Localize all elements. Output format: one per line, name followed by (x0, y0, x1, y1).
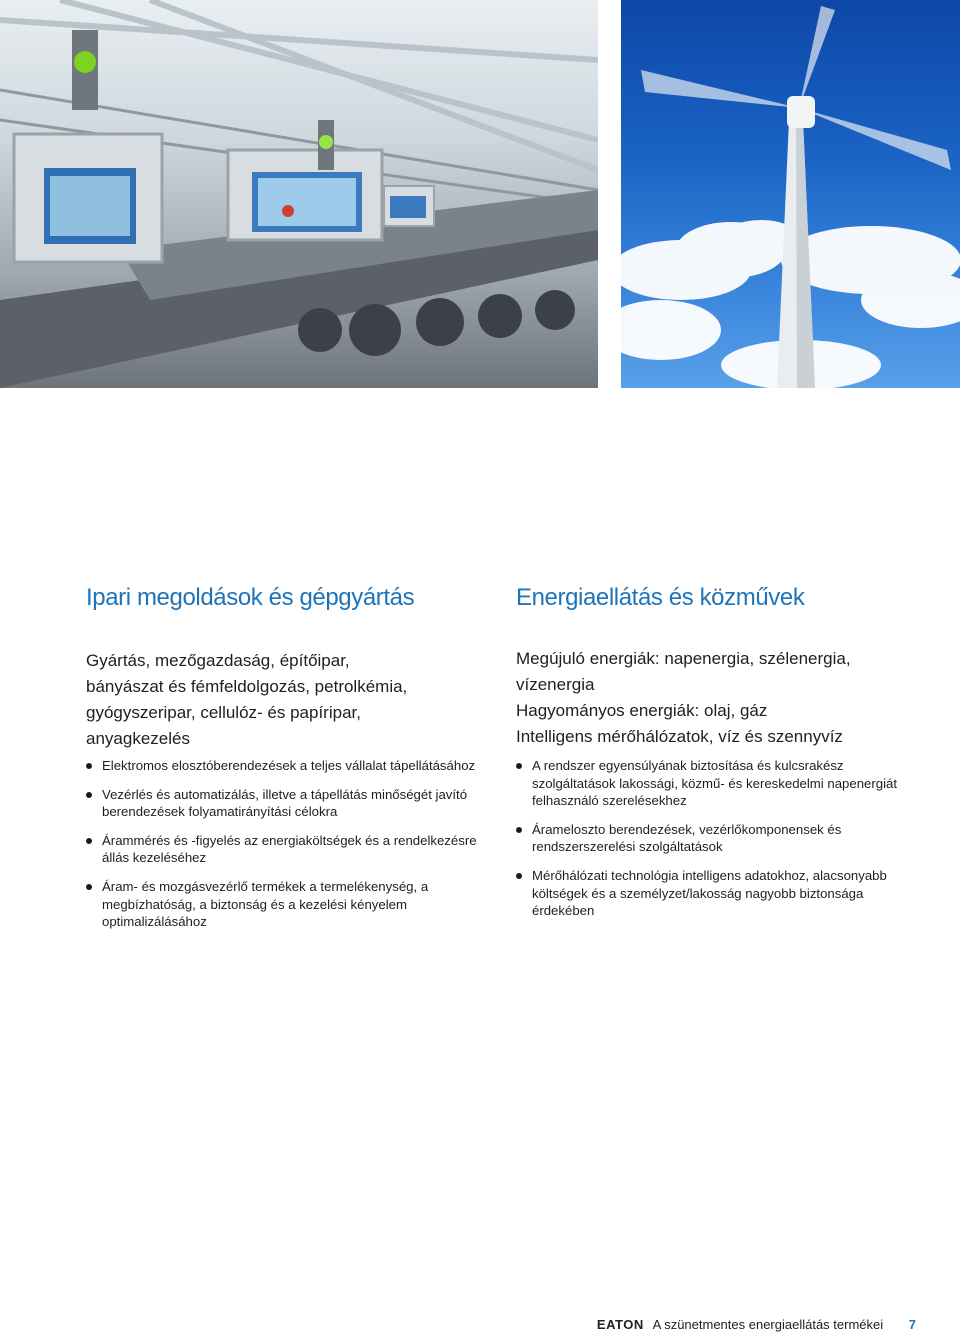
industrial-bullet-list (86, 757, 491, 942)
bullet-icon (86, 792, 92, 798)
list-item: Vezérlés és automatizálás, illetve a tápellátás minőségét javító berendezések folyamatirányítási célokra (86, 786, 491, 821)
list-item: Áram- és mozgásvezérlő termékek a termelékenység, a megbízhatóság, a biztonság és a kezelési kényelem optimalizálásához (86, 878, 491, 931)
page-footer (597, 1317, 916, 1332)
brand-logo-text: EATON (596, 1317, 644, 1332)
industrial-intro (86, 648, 486, 752)
section-title-energy: Energiaellátás és közművek (516, 584, 805, 611)
factory-photo (0, 0, 598, 388)
wind-turbine-photo (621, 0, 960, 388)
list-item: Árameloszto berendezések, vezérlőkomponensek és rendszerszerelési szolgáltatások (516, 821, 926, 856)
section-title-industrial: Ipari megoldások és gépgyártás (86, 584, 415, 611)
page-number: 7 (908, 1317, 916, 1332)
bullet-icon (516, 873, 522, 879)
energy-bullet-list (516, 757, 926, 931)
intro-line: vízenergia (516, 675, 595, 694)
list-item: Elektromos elosztóberendezések a teljes vállalat tápellátásához (86, 757, 491, 775)
bullet-icon (516, 763, 522, 769)
intro-line: gyógyszeripar, cellulóz- és papíripar, (86, 703, 361, 722)
list-item: Árammérés és -figyelés az energiaköltségek és a rendelkezésre állás kezeléséhez (86, 832, 491, 867)
intro-line: Gyártás, mezőgazdaság, építőipar, (86, 651, 350, 670)
intro-line: Hagyományos energiák: olaj, gáz (516, 701, 768, 720)
list-item: A rendszer egyensúlyának biztosítása és kulcsrakész szolgáltatások lakossági, közmű- és kereskedelmi napenergiát felhasználó szerelésekhez (516, 757, 926, 810)
bullet-icon (86, 838, 92, 844)
intro-line: bányászat és fémfeldolgozás, petrolkémia, (86, 677, 408, 696)
energy-intro (516, 646, 916, 750)
bullet-icon (86, 763, 92, 769)
footer-text: A szünetmentes energiaellátás termékei (652, 1317, 884, 1332)
intro-line: Intelligens mérőhálózatok, víz és szennyvíz (516, 727, 843, 746)
bullet-icon (516, 827, 522, 833)
bullet-icon (86, 884, 92, 890)
intro-line: anyagkezelés (86, 729, 190, 748)
intro-line: Megújuló energiák: napenergia, szélenergia, (516, 649, 851, 668)
list-item: Mérőhálózati technológia intelligens adatokhoz, alacsonyabb költségek és a személyzet/lakosság nagyobb biztonsága érdekében (516, 867, 926, 920)
